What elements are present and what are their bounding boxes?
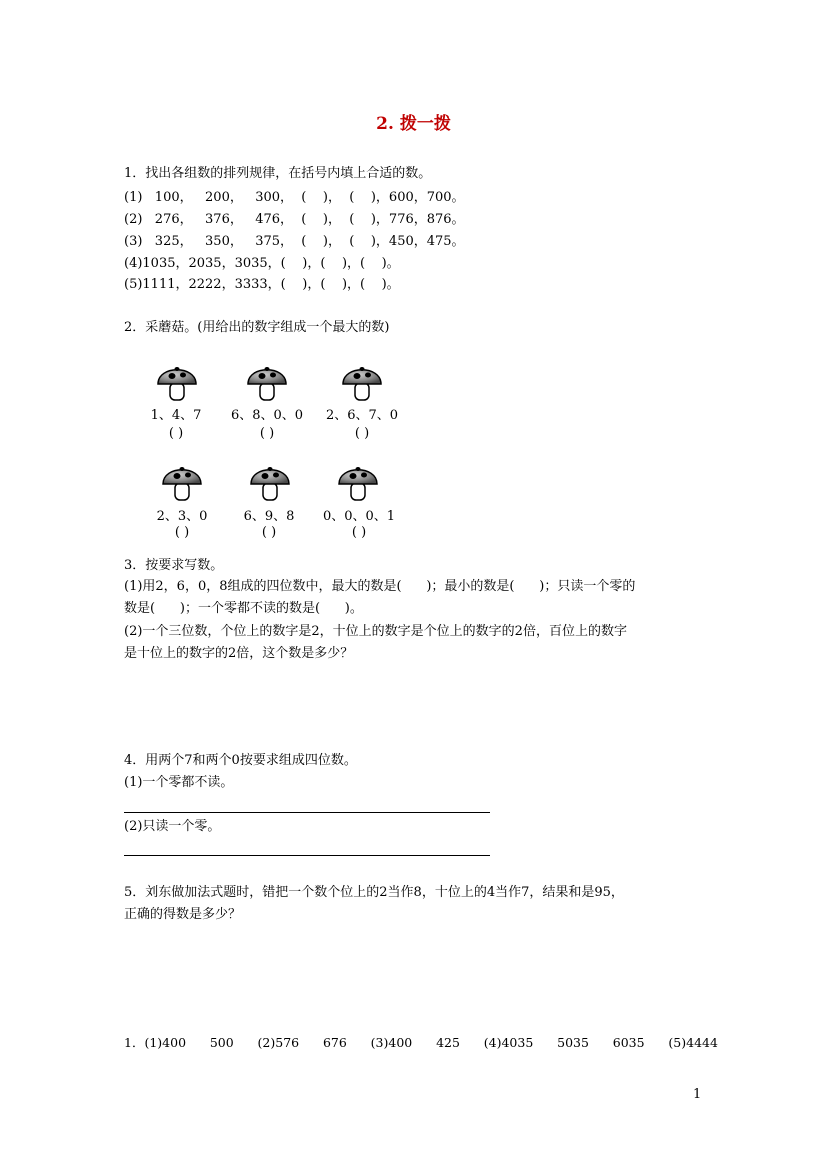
mushroom-icon (155, 359, 199, 403)
mushroom-blank-2: ( ) (259, 426, 275, 441)
mushroom-digits-3: 2、6、7、0 (325, 408, 399, 423)
mushroom-blank-5: ( ) (261, 525, 277, 540)
q5-line-1: 5．刘东做加法式题时，错把一个数个位上的2当作8，十位上的4当作7，结果和是95， (124, 885, 624, 900)
q4-heading: 4．用两个7和两个0按要求组成四位数。 (124, 753, 357, 768)
answer-line (124, 812, 490, 813)
mushroom-digits-5: 6、9、8 (243, 509, 295, 524)
mushroom-blank-3: ( ) (354, 426, 370, 441)
mushroom-digits-2: 6、8、0、0 (230, 408, 304, 423)
mushroom-digits-4: 2、3、0 (156, 509, 208, 524)
mushroom-icon (248, 459, 292, 503)
mushroom-icon (340, 359, 384, 403)
mushroom-blank-1: ( ) (168, 426, 184, 441)
mushroom-blank-6: ( ) (351, 525, 367, 540)
answer-key: 1．(1)400 500 (2)576 676 (3)400 425 (4)4035 5035 6035 (5)4444 (124, 1035, 718, 1050)
answer-line (124, 855, 490, 856)
q1-row-5: (5)1111，2222，3333，( )，( )，( )。 (124, 277, 400, 292)
q1-heading: 1．找出各组数的排列规律，在括号内填上合适的数。 (124, 166, 432, 181)
q3-line-2: 数是( )；一个零都不读的数是( )。 (124, 601, 363, 616)
mushroom-digits-6: 0、0、0、1 (322, 509, 396, 524)
page-title: 2. 拨一拨 (376, 114, 451, 134)
q1-row-1: (1) 100， 200， 300， ( )， ( )，600，700。 (124, 190, 465, 205)
q4-sub-1: (1)一个零都不读。 (124, 775, 234, 790)
mushroom-blank-4: ( ) (174, 525, 190, 540)
q2-heading: 2．采蘑菇。(用给出的数字组成一个最大的数) (124, 320, 390, 335)
q3-heading: 3．按要求写数。 (124, 558, 224, 573)
mushroom-icon (160, 459, 204, 503)
q1-row-2: (2) 276， 376， 476， ( )， ( )，776，876。 (124, 212, 465, 227)
mushroom-icon (336, 459, 380, 503)
q1-row-4: (4)1035，2035，3035，( )，( )，( )。 (124, 256, 400, 271)
q4-sub-2: (2)只读一个零。 (124, 819, 221, 834)
mushroom-digits-1: 1、4、7 (150, 408, 202, 423)
q5-line-2: 正确的得数是多少？ (124, 907, 242, 922)
q3-line-1: (1)用2，6，0，8组成的四位数中，最大的数是( )；最小的数是( )；只读一个零的 (124, 579, 636, 594)
mushroom-icon (245, 359, 289, 403)
page-number: 1 (693, 1087, 702, 1102)
q3-line-3: (2)一个三位数，个位上的数字是2，十位上的数字是个位上的数字的2倍，百位上的数字 (124, 624, 627, 639)
q1-row-3: (3) 325， 350， 375， ( )， ( )，450，475。 (124, 234, 465, 249)
q3-line-4: 是十位上的数字的2倍，这个数是多少？ (124, 646, 354, 661)
